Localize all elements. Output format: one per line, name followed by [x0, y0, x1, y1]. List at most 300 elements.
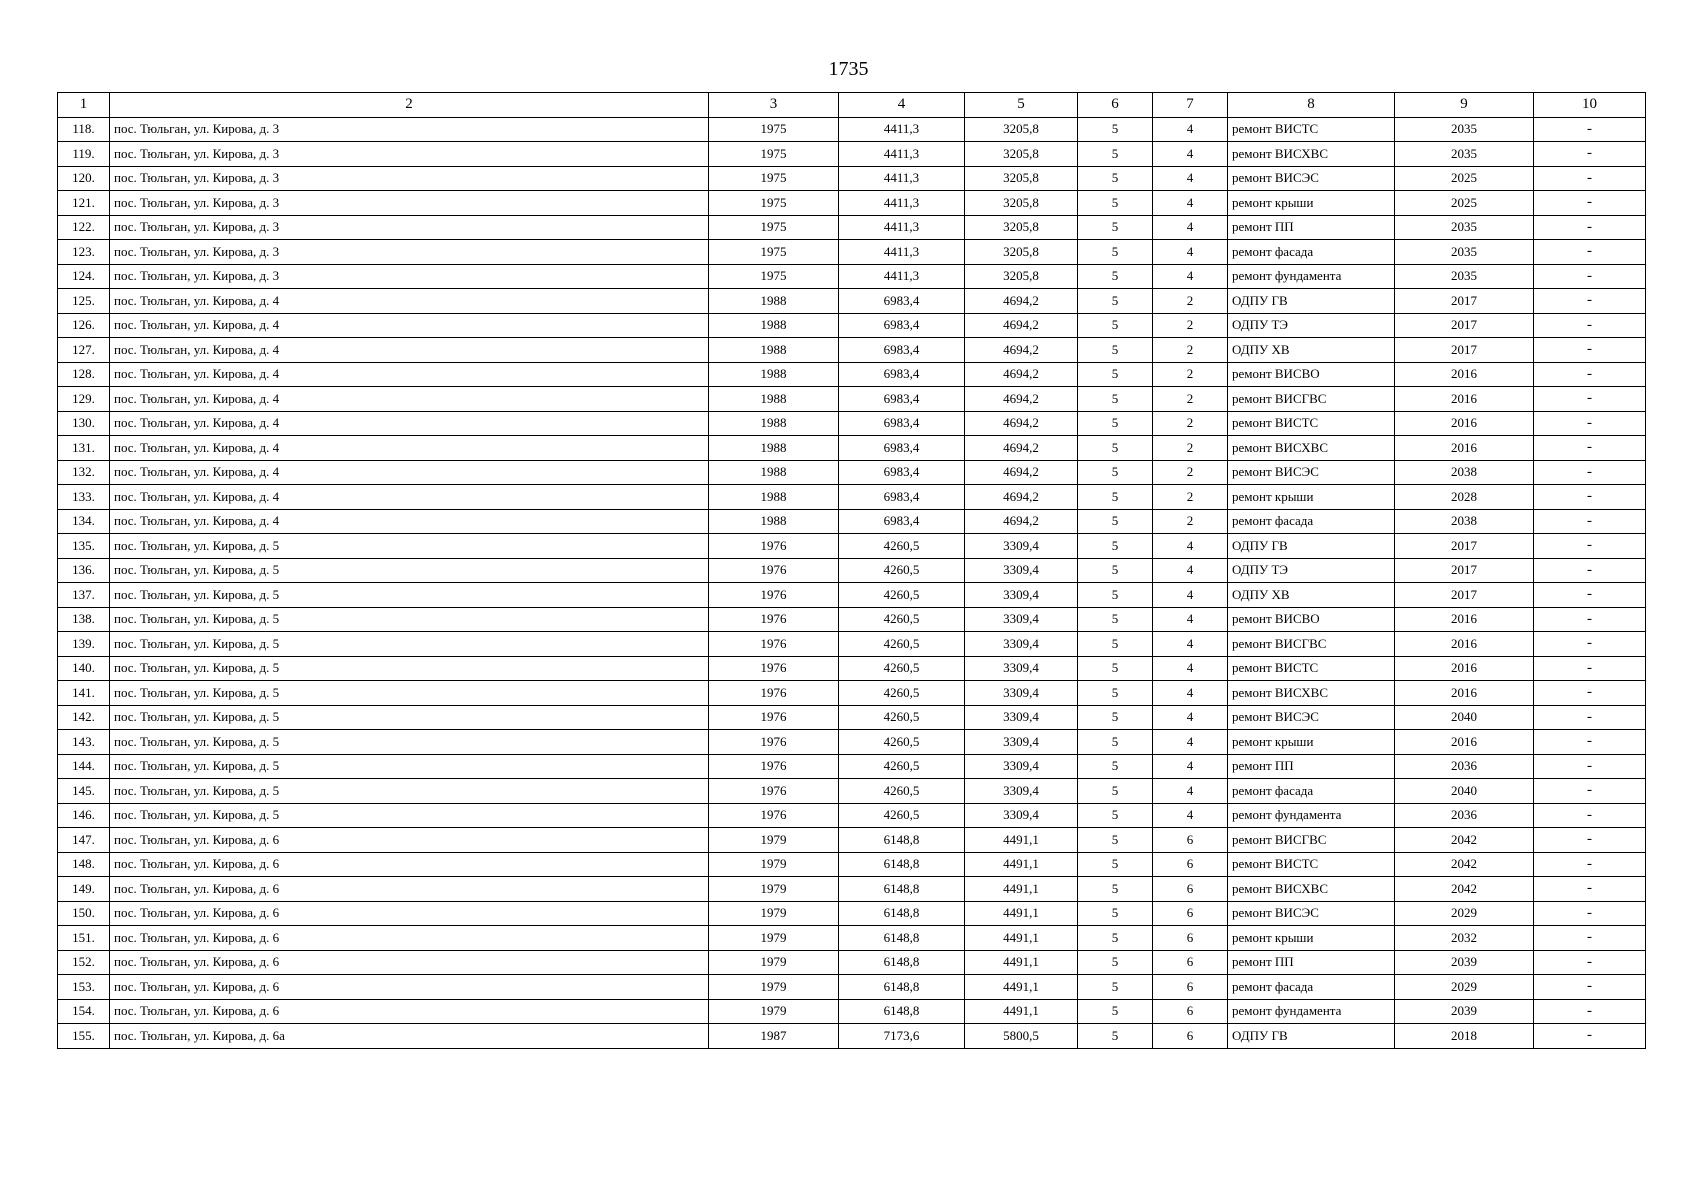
total-area-cell: 6983,4 — [839, 411, 965, 436]
note-cell: - — [1534, 191, 1646, 216]
planned-year-cell: 2016 — [1395, 681, 1534, 706]
entrances-cell: 2 — [1153, 387, 1228, 412]
address-cell: пос. Тюльган, ул. Кирова, д. 5 — [110, 583, 709, 608]
floors-cell: 5 — [1078, 656, 1153, 681]
living-area-cell: 4694,2 — [965, 313, 1078, 338]
total-area-cell: 6983,4 — [839, 313, 965, 338]
address-cell: пос. Тюльган, ул. Кирова, д. 5 — [110, 754, 709, 779]
living-area-cell: 4694,2 — [965, 338, 1078, 363]
living-area-cell: 3205,8 — [965, 215, 1078, 240]
table-row — [58, 387, 1646, 412]
table-row — [58, 411, 1646, 436]
living-area-cell: 3309,4 — [965, 681, 1078, 706]
year-cell: 1988 — [709, 411, 839, 436]
note-cell: - — [1534, 705, 1646, 730]
floors-cell: 5 — [1078, 779, 1153, 804]
planned-year-cell: 2040 — [1395, 779, 1534, 804]
year-cell: 1976 — [709, 656, 839, 681]
entrances-cell: 4 — [1153, 705, 1228, 730]
year-cell: 1975 — [709, 240, 839, 265]
entrances-cell: 4 — [1153, 166, 1228, 191]
living-area-cell: 4491,1 — [965, 877, 1078, 902]
floors-cell: 5 — [1078, 534, 1153, 559]
row-number-cell: 138. — [58, 607, 110, 632]
work-type-cell: ОДПУ ХВ — [1228, 338, 1395, 363]
note-cell: - — [1534, 509, 1646, 534]
year-cell: 1979 — [709, 901, 839, 926]
entrances-cell: 4 — [1153, 730, 1228, 755]
living-area-cell: 4491,1 — [965, 828, 1078, 853]
floors-cell: 5 — [1078, 142, 1153, 167]
note-cell: - — [1534, 999, 1646, 1024]
address-cell: пос. Тюльган, ул. Кирова, д. 3 — [110, 142, 709, 167]
table-row — [58, 142, 1646, 167]
entrances-cell: 4 — [1153, 779, 1228, 804]
entrances-cell: 2 — [1153, 509, 1228, 534]
table-row — [58, 509, 1646, 534]
table-row — [58, 117, 1646, 142]
work-type-cell: ремонт ВИСЭС — [1228, 460, 1395, 485]
planned-year-cell: 2016 — [1395, 362, 1534, 387]
row-number-cell: 135. — [58, 534, 110, 559]
address-cell: пос. Тюльган, ул. Кирова, д. 4 — [110, 362, 709, 387]
living-area-cell: 4491,1 — [965, 999, 1078, 1024]
entrances-cell: 2 — [1153, 289, 1228, 314]
entrances-cell: 6 — [1153, 926, 1228, 951]
living-area-cell: 3205,8 — [965, 264, 1078, 289]
floors-cell: 5 — [1078, 754, 1153, 779]
row-number-cell: 126. — [58, 313, 110, 338]
floors-cell: 5 — [1078, 558, 1153, 583]
note-cell: - — [1534, 117, 1646, 142]
planned-year-cell: 2040 — [1395, 705, 1534, 730]
address-cell: пос. Тюльган, ул. Кирова, д. 4 — [110, 460, 709, 485]
floors-cell: 5 — [1078, 338, 1153, 363]
work-type-cell: ремонт ВИСХВС — [1228, 877, 1395, 902]
entrances-cell: 6 — [1153, 877, 1228, 902]
entrances-cell: 6 — [1153, 901, 1228, 926]
address-cell: пос. Тюльган, ул. Кирова, д. 4 — [110, 387, 709, 412]
row-number-cell: 134. — [58, 509, 110, 534]
address-cell: пос. Тюльган, ул. Кирова, д. 6 — [110, 950, 709, 975]
total-area-cell: 6983,4 — [839, 338, 965, 363]
floors-cell: 5 — [1078, 411, 1153, 436]
year-cell: 1976 — [709, 583, 839, 608]
work-type-cell: ремонт ВИСЭС — [1228, 901, 1395, 926]
floors-cell: 5 — [1078, 117, 1153, 142]
living-area-cell: 3309,4 — [965, 583, 1078, 608]
year-cell: 1976 — [709, 730, 839, 755]
work-type-cell: ОДПУ ХВ — [1228, 583, 1395, 608]
table-row — [58, 950, 1646, 975]
total-area-cell: 6983,4 — [839, 509, 965, 534]
entrances-cell: 4 — [1153, 656, 1228, 681]
total-area-cell: 4260,5 — [839, 607, 965, 632]
total-area-cell: 4260,5 — [839, 558, 965, 583]
year-cell: 1979 — [709, 828, 839, 853]
row-number-cell: 149. — [58, 877, 110, 902]
floors-cell: 5 — [1078, 436, 1153, 461]
column-header: 7 — [1153, 93, 1228, 118]
work-type-cell: ремонт ВИСХВС — [1228, 436, 1395, 461]
total-area-cell: 4411,3 — [839, 166, 965, 191]
total-area-cell: 6148,8 — [839, 852, 965, 877]
planned-year-cell: 2017 — [1395, 289, 1534, 314]
total-area-cell: 4260,5 — [839, 754, 965, 779]
address-cell: пос. Тюльган, ул. Кирова, д. 4 — [110, 485, 709, 510]
floors-cell: 5 — [1078, 852, 1153, 877]
total-area-cell: 4260,5 — [839, 779, 965, 804]
planned-year-cell: 2042 — [1395, 828, 1534, 853]
table-row — [58, 166, 1646, 191]
entrances-cell: 4 — [1153, 117, 1228, 142]
table-row — [58, 705, 1646, 730]
planned-year-cell: 2017 — [1395, 583, 1534, 608]
year-cell: 1987 — [709, 1024, 839, 1049]
floors-cell: 5 — [1078, 485, 1153, 510]
row-number-cell: 127. — [58, 338, 110, 363]
address-cell: пос. Тюльган, ул. Кирова, д. 4 — [110, 338, 709, 363]
address-cell: пос. Тюльган, ул. Кирова, д. 6 — [110, 877, 709, 902]
planned-year-cell: 2039 — [1395, 950, 1534, 975]
floors-cell: 5 — [1078, 460, 1153, 485]
planned-year-cell: 2016 — [1395, 730, 1534, 755]
living-area-cell: 3309,4 — [965, 705, 1078, 730]
row-number-cell: 137. — [58, 583, 110, 608]
year-cell: 1976 — [709, 681, 839, 706]
entrances-cell: 2 — [1153, 485, 1228, 510]
table-row — [58, 926, 1646, 951]
year-cell: 1976 — [709, 803, 839, 828]
living-area-cell: 3205,8 — [965, 240, 1078, 265]
note-cell: - — [1534, 264, 1646, 289]
note-cell: - — [1534, 166, 1646, 191]
floors-cell: 5 — [1078, 509, 1153, 534]
planned-year-cell: 2016 — [1395, 436, 1534, 461]
planned-year-cell: 2017 — [1395, 558, 1534, 583]
work-type-cell: ремонт ПП — [1228, 754, 1395, 779]
table-row — [58, 754, 1646, 779]
year-cell: 1976 — [709, 558, 839, 583]
work-type-cell: ремонт фундамента — [1228, 999, 1395, 1024]
table-row — [58, 730, 1646, 755]
living-area-cell: 3309,4 — [965, 730, 1078, 755]
planned-year-cell: 2036 — [1395, 803, 1534, 828]
living-area-cell: 3205,8 — [965, 142, 1078, 167]
year-cell: 1976 — [709, 754, 839, 779]
work-type-cell: ремонт крыши — [1228, 730, 1395, 755]
total-area-cell: 6148,8 — [839, 901, 965, 926]
table-row — [58, 362, 1646, 387]
note-cell: - — [1534, 387, 1646, 412]
table-row — [58, 852, 1646, 877]
living-area-cell: 4694,2 — [965, 436, 1078, 461]
column-header: 3 — [709, 93, 839, 118]
row-number-cell: 147. — [58, 828, 110, 853]
note-cell: - — [1534, 852, 1646, 877]
column-header: 5 — [965, 93, 1078, 118]
address-cell: пос. Тюльган, ул. Кирова, д. 6 — [110, 828, 709, 853]
table-body — [58, 117, 1646, 1048]
table-row — [58, 901, 1646, 926]
row-number-cell: 124. — [58, 264, 110, 289]
entrances-cell: 6 — [1153, 999, 1228, 1024]
living-area-cell: 4694,2 — [965, 485, 1078, 510]
floors-cell: 5 — [1078, 289, 1153, 314]
total-area-cell: 6983,4 — [839, 362, 965, 387]
row-number-cell: 120. — [58, 166, 110, 191]
total-area-cell: 6148,8 — [839, 926, 965, 951]
note-cell: - — [1534, 803, 1646, 828]
living-area-cell: 3309,4 — [965, 779, 1078, 804]
row-number-cell: 136. — [58, 558, 110, 583]
total-area-cell: 4411,3 — [839, 117, 965, 142]
note-cell: - — [1534, 485, 1646, 510]
living-area-cell: 3309,4 — [965, 607, 1078, 632]
address-cell: пос. Тюльган, ул. Кирова, д. 6 — [110, 975, 709, 1000]
living-area-cell: 3309,4 — [965, 754, 1078, 779]
row-number-cell: 140. — [58, 656, 110, 681]
year-cell: 1988 — [709, 485, 839, 510]
floors-cell: 5 — [1078, 191, 1153, 216]
year-cell: 1988 — [709, 460, 839, 485]
work-type-cell: ремонт ВИСЭС — [1228, 705, 1395, 730]
address-cell: пос. Тюльган, ул. Кирова, д. 5 — [110, 656, 709, 681]
total-area-cell: 6983,4 — [839, 485, 965, 510]
year-cell: 1988 — [709, 362, 839, 387]
row-number-cell: 152. — [58, 950, 110, 975]
entrances-cell: 4 — [1153, 558, 1228, 583]
address-cell: пос. Тюльган, ул. Кирова, д. 6а — [110, 1024, 709, 1049]
row-number-cell: 122. — [58, 215, 110, 240]
address-cell: пос. Тюльган, ул. Кирова, д. 3 — [110, 117, 709, 142]
work-type-cell: ОДПУ ТЭ — [1228, 313, 1395, 338]
total-area-cell: 6148,8 — [839, 975, 965, 1000]
row-number-cell: 130. — [58, 411, 110, 436]
floors-cell: 5 — [1078, 730, 1153, 755]
total-area-cell: 4411,3 — [839, 264, 965, 289]
row-number-cell: 121. — [58, 191, 110, 216]
table-row — [58, 1024, 1646, 1049]
column-header: 2 — [110, 93, 709, 118]
living-area-cell: 4491,1 — [965, 950, 1078, 975]
floors-cell: 5 — [1078, 240, 1153, 265]
floors-cell: 5 — [1078, 926, 1153, 951]
total-area-cell: 7173,6 — [839, 1024, 965, 1049]
planned-year-cell: 2036 — [1395, 754, 1534, 779]
entrances-cell: 2 — [1153, 313, 1228, 338]
row-number-cell: 128. — [58, 362, 110, 387]
planned-year-cell: 2017 — [1395, 338, 1534, 363]
entrances-cell: 2 — [1153, 460, 1228, 485]
total-area-cell: 6148,8 — [839, 950, 965, 975]
planned-year-cell: 2018 — [1395, 1024, 1534, 1049]
planned-year-cell: 2028 — [1395, 485, 1534, 510]
planned-year-cell: 2042 — [1395, 877, 1534, 902]
entrances-cell: 6 — [1153, 852, 1228, 877]
address-cell: пос. Тюльган, ул. Кирова, д. 4 — [110, 436, 709, 461]
note-cell: - — [1534, 534, 1646, 559]
year-cell: 1988 — [709, 436, 839, 461]
floors-cell: 5 — [1078, 362, 1153, 387]
planned-year-cell: 2017 — [1395, 313, 1534, 338]
note-cell: - — [1534, 240, 1646, 265]
work-type-cell: ремонт ВИСТС — [1228, 117, 1395, 142]
total-area-cell: 4260,5 — [839, 803, 965, 828]
table-row — [58, 460, 1646, 485]
living-area-cell: 5800,5 — [965, 1024, 1078, 1049]
note-cell: - — [1534, 730, 1646, 755]
address-cell: пос. Тюльган, ул. Кирова, д. 3 — [110, 191, 709, 216]
column-header: 1 — [58, 93, 110, 118]
table-row — [58, 779, 1646, 804]
total-area-cell: 6983,4 — [839, 460, 965, 485]
work-type-cell: ремонт фундамента — [1228, 803, 1395, 828]
floors-cell: 5 — [1078, 264, 1153, 289]
table-row — [58, 313, 1646, 338]
entrances-cell: 4 — [1153, 583, 1228, 608]
planned-year-cell: 2035 — [1395, 142, 1534, 167]
table-row — [58, 632, 1646, 657]
address-cell: пос. Тюльган, ул. Кирова, д. 6 — [110, 926, 709, 951]
total-area-cell: 6983,4 — [839, 387, 965, 412]
planned-year-cell: 2035 — [1395, 264, 1534, 289]
row-number-cell: 146. — [58, 803, 110, 828]
note-cell: - — [1534, 558, 1646, 583]
address-cell: пос. Тюльган, ул. Кирова, д. 5 — [110, 534, 709, 559]
year-cell: 1975 — [709, 117, 839, 142]
entrances-cell: 4 — [1153, 803, 1228, 828]
column-header: 9 — [1395, 93, 1534, 118]
year-cell: 1988 — [709, 509, 839, 534]
living-area-cell: 4491,1 — [965, 852, 1078, 877]
row-number-cell: 155. — [58, 1024, 110, 1049]
note-cell: - — [1534, 632, 1646, 657]
note-cell: - — [1534, 289, 1646, 314]
planned-year-cell: 2042 — [1395, 852, 1534, 877]
planned-year-cell: 2025 — [1395, 166, 1534, 191]
table-row — [58, 999, 1646, 1024]
table-row — [58, 240, 1646, 265]
year-cell: 1975 — [709, 215, 839, 240]
page-number: 1735 — [828, 58, 869, 80]
note-cell: - — [1534, 975, 1646, 1000]
row-number-cell: 150. — [58, 901, 110, 926]
year-cell: 1979 — [709, 950, 839, 975]
entrances-cell: 4 — [1153, 607, 1228, 632]
living-area-cell: 3309,4 — [965, 558, 1078, 583]
work-type-cell: ремонт ВИСГВС — [1228, 387, 1395, 412]
living-area-cell: 3309,4 — [965, 632, 1078, 657]
address-cell: пос. Тюльган, ул. Кирова, д. 4 — [110, 313, 709, 338]
note-cell: - — [1534, 754, 1646, 779]
row-number-cell: 132. — [58, 460, 110, 485]
total-area-cell: 6148,8 — [839, 877, 965, 902]
planned-year-cell: 2016 — [1395, 411, 1534, 436]
year-cell: 1988 — [709, 387, 839, 412]
table-row — [58, 607, 1646, 632]
work-type-cell: ОДПУ ГВ — [1228, 534, 1395, 559]
address-cell: пос. Тюльган, ул. Кирова, д. 3 — [110, 240, 709, 265]
column-number-row — [58, 93, 1646, 118]
entrances-cell: 4 — [1153, 142, 1228, 167]
address-cell: пос. Тюльган, ул. Кирова, д. 5 — [110, 681, 709, 706]
living-area-cell: 3309,4 — [965, 656, 1078, 681]
year-cell: 1976 — [709, 705, 839, 730]
table-row — [58, 975, 1646, 1000]
note-cell: - — [1534, 681, 1646, 706]
entrances-cell: 6 — [1153, 950, 1228, 975]
floors-cell: 5 — [1078, 607, 1153, 632]
table-row — [58, 264, 1646, 289]
total-area-cell: 6148,8 — [839, 999, 965, 1024]
work-type-cell: ОДПУ ГВ — [1228, 289, 1395, 314]
work-type-cell: ремонт фасада — [1228, 509, 1395, 534]
total-area-cell: 4260,5 — [839, 656, 965, 681]
address-cell: пос. Тюльган, ул. Кирова, д. 6 — [110, 852, 709, 877]
address-cell: пос. Тюльган, ул. Кирова, д. 5 — [110, 730, 709, 755]
entrances-cell: 4 — [1153, 681, 1228, 706]
entrances-cell: 4 — [1153, 240, 1228, 265]
note-cell: - — [1534, 362, 1646, 387]
address-cell: пос. Тюльган, ул. Кирова, д. 6 — [110, 999, 709, 1024]
address-cell: пос. Тюльган, ул. Кирова, д. 5 — [110, 779, 709, 804]
note-cell: - — [1534, 1024, 1646, 1049]
year-cell: 1979 — [709, 877, 839, 902]
total-area-cell: 4260,5 — [839, 632, 965, 657]
year-cell: 1975 — [709, 142, 839, 167]
note-cell: - — [1534, 926, 1646, 951]
work-type-cell: ремонт крыши — [1228, 485, 1395, 510]
note-cell: - — [1534, 436, 1646, 461]
year-cell: 1976 — [709, 632, 839, 657]
work-type-cell: ремонт ВИСВО — [1228, 607, 1395, 632]
note-cell: - — [1534, 338, 1646, 363]
year-cell: 1979 — [709, 975, 839, 1000]
work-type-cell: ОДПУ ГВ — [1228, 1024, 1395, 1049]
living-area-cell: 4694,2 — [965, 387, 1078, 412]
work-type-cell: ремонт фасада — [1228, 240, 1395, 265]
address-cell: пос. Тюльган, ул. Кирова, д. 5 — [110, 558, 709, 583]
work-type-cell: ремонт ВИСТС — [1228, 656, 1395, 681]
planned-year-cell: 2038 — [1395, 460, 1534, 485]
planned-year-cell: 2032 — [1395, 926, 1534, 951]
work-type-cell: ремонт ВИСГВС — [1228, 632, 1395, 657]
floors-cell: 5 — [1078, 387, 1153, 412]
year-cell: 1976 — [709, 534, 839, 559]
living-area-cell: 4491,1 — [965, 901, 1078, 926]
address-cell: пос. Тюльган, ул. Кирова, д. 5 — [110, 705, 709, 730]
row-number-cell: 133. — [58, 485, 110, 510]
living-area-cell: 4694,2 — [965, 460, 1078, 485]
work-type-cell: ремонт крыши — [1228, 191, 1395, 216]
table-row — [58, 534, 1646, 559]
table-row — [58, 803, 1646, 828]
address-cell: пос. Тюльган, ул. Кирова, д. 6 — [110, 901, 709, 926]
table-row — [58, 583, 1646, 608]
column-header: 8 — [1228, 93, 1395, 118]
work-type-cell: ремонт ВИСХВС — [1228, 142, 1395, 167]
row-number-cell: 142. — [58, 705, 110, 730]
total-area-cell: 6983,4 — [839, 436, 965, 461]
living-area-cell: 3309,4 — [965, 803, 1078, 828]
floors-cell: 5 — [1078, 999, 1153, 1024]
floors-cell: 5 — [1078, 583, 1153, 608]
living-area-cell: 3205,8 — [965, 117, 1078, 142]
table-row — [58, 558, 1646, 583]
work-type-cell: ремонт ВИСГВС — [1228, 828, 1395, 853]
work-type-cell: ремонт ВИСТС — [1228, 411, 1395, 436]
